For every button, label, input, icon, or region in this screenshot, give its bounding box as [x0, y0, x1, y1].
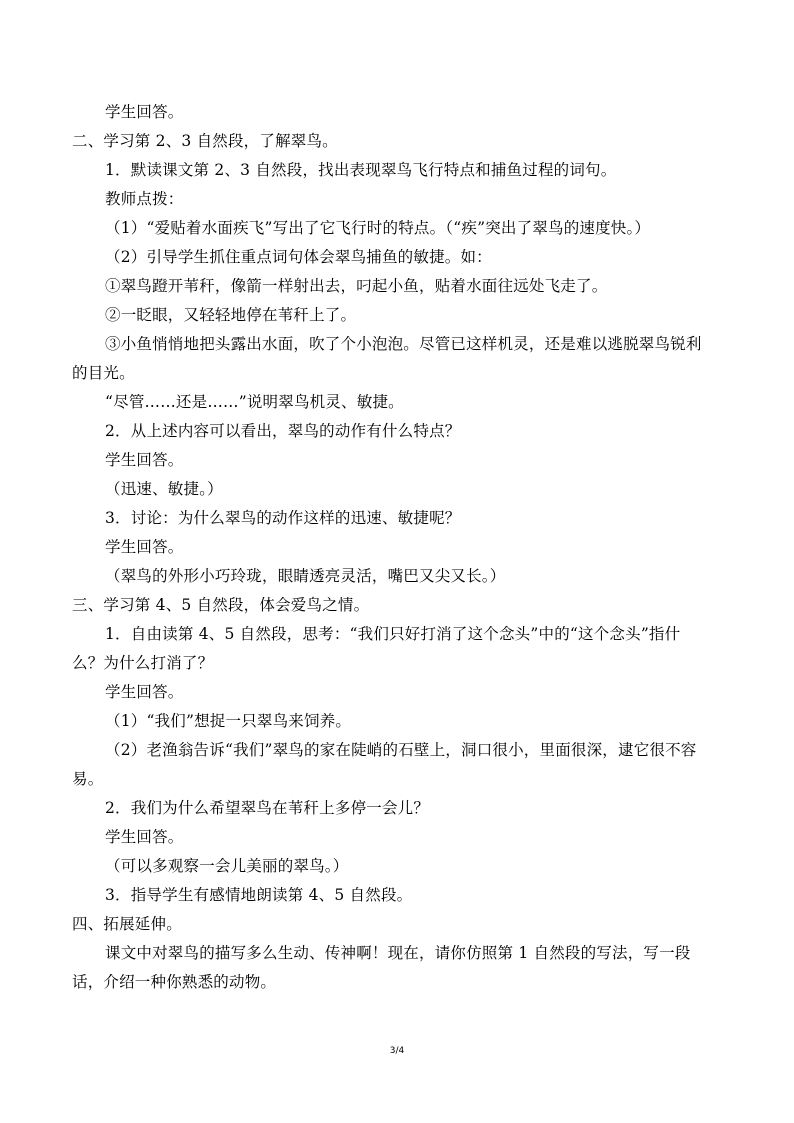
text-line: 教师点拨： — [105, 190, 184, 208]
text-line: 3．讨论：为什么翠鸟的动作这样的迅速、敏捷呢？ — [105, 509, 461, 527]
text-line: 四、拓展延伸。 — [72, 915, 182, 933]
text-line: 课文中对翠鸟的描写多么生动、传神啊！现在，请你仿照第 1 自然段的写法，写一段 — [105, 944, 691, 962]
text-line: （2）老渔翁告诉“我们”翠鸟的家在陡峭的石壁上，洞口很小，里面很深，逮它很不容 — [105, 741, 697, 759]
text-line: （1）“爱贴着水面疾飞”写出了它飞行时的特点。（“疾”突出了翠鸟的速度快。） — [105, 219, 651, 237]
text-line: ③小鱼悄悄地把头露出水面，吹了个小泡泡。尽管已这样机灵，还是难以逃脱翠鸟锐利 — [105, 335, 702, 353]
text-line: ①翠鸟蹬开苇秆，像箭一样射出去，叼起小鱼，贴着水面往远处飞走了。 — [105, 277, 608, 295]
text-line: 话，介绍一种你熟悉的动物。 — [72, 973, 277, 991]
text-line: 3．指导学生有感情地朗读第 4、5 自然段。 — [105, 886, 413, 904]
text-line: 学生回答。 — [105, 683, 184, 701]
text-line: （2）引导学生抓住重点词句体会翠鸟捕鱼的敏捷。如： — [105, 248, 492, 266]
document-body — [72, 98, 724, 997]
text-line: 的目光。 — [72, 364, 135, 382]
text-line: 三、学习第 4、5 自然段，体会爱鸟之情。 — [72, 596, 370, 614]
text-line: 学生回答。 — [105, 538, 184, 556]
text-line: 学生回答。 — [105, 103, 184, 121]
text-line: （可以多观察一会儿美丽的翠鸟。） — [105, 857, 349, 875]
text-line: 么？为什么打消了？ — [72, 654, 214, 672]
text-line: 学生回答。 — [105, 451, 184, 469]
text-line: 1．自由读第 4、5 自然段，思考：“我们只好打消了这个念头”中的“这个念头”指什 — [105, 625, 681, 643]
text-line: 2．我们为什么希望翠鸟在苇秆上多停一会儿？ — [105, 799, 430, 817]
text-line: 易。 — [72, 770, 104, 788]
text-line: ②一眨眼，又轻轻地停在苇秆上了。 — [105, 306, 357, 324]
text-line: （迅速、敏捷。） — [105, 480, 223, 498]
text-line: 2．从上述内容可以看出，翠鸟的动作有什么特点？ — [105, 422, 461, 440]
page-number: 3/4 — [389, 1046, 405, 1056]
text-line: “尽管……还是……”说明翠鸟机灵、敏捷。 — [105, 393, 404, 411]
text-line: （翠鸟的外形小巧玲珑，眼睛透亮灵活，嘴巴又尖又长。） — [105, 567, 506, 585]
text-line: （1）“我们”想捉一只翠鸟来饲养。 — [105, 712, 352, 730]
text-line: 二、学习第 2、3 自然段，了解翠鸟。 — [72, 132, 338, 150]
text-line: 1．默读课文第 2、3 自然段，找出表现翠鸟飞行特点和捕鱼过程的词句。 — [105, 161, 617, 179]
text-line: 学生回答。 — [105, 828, 184, 846]
